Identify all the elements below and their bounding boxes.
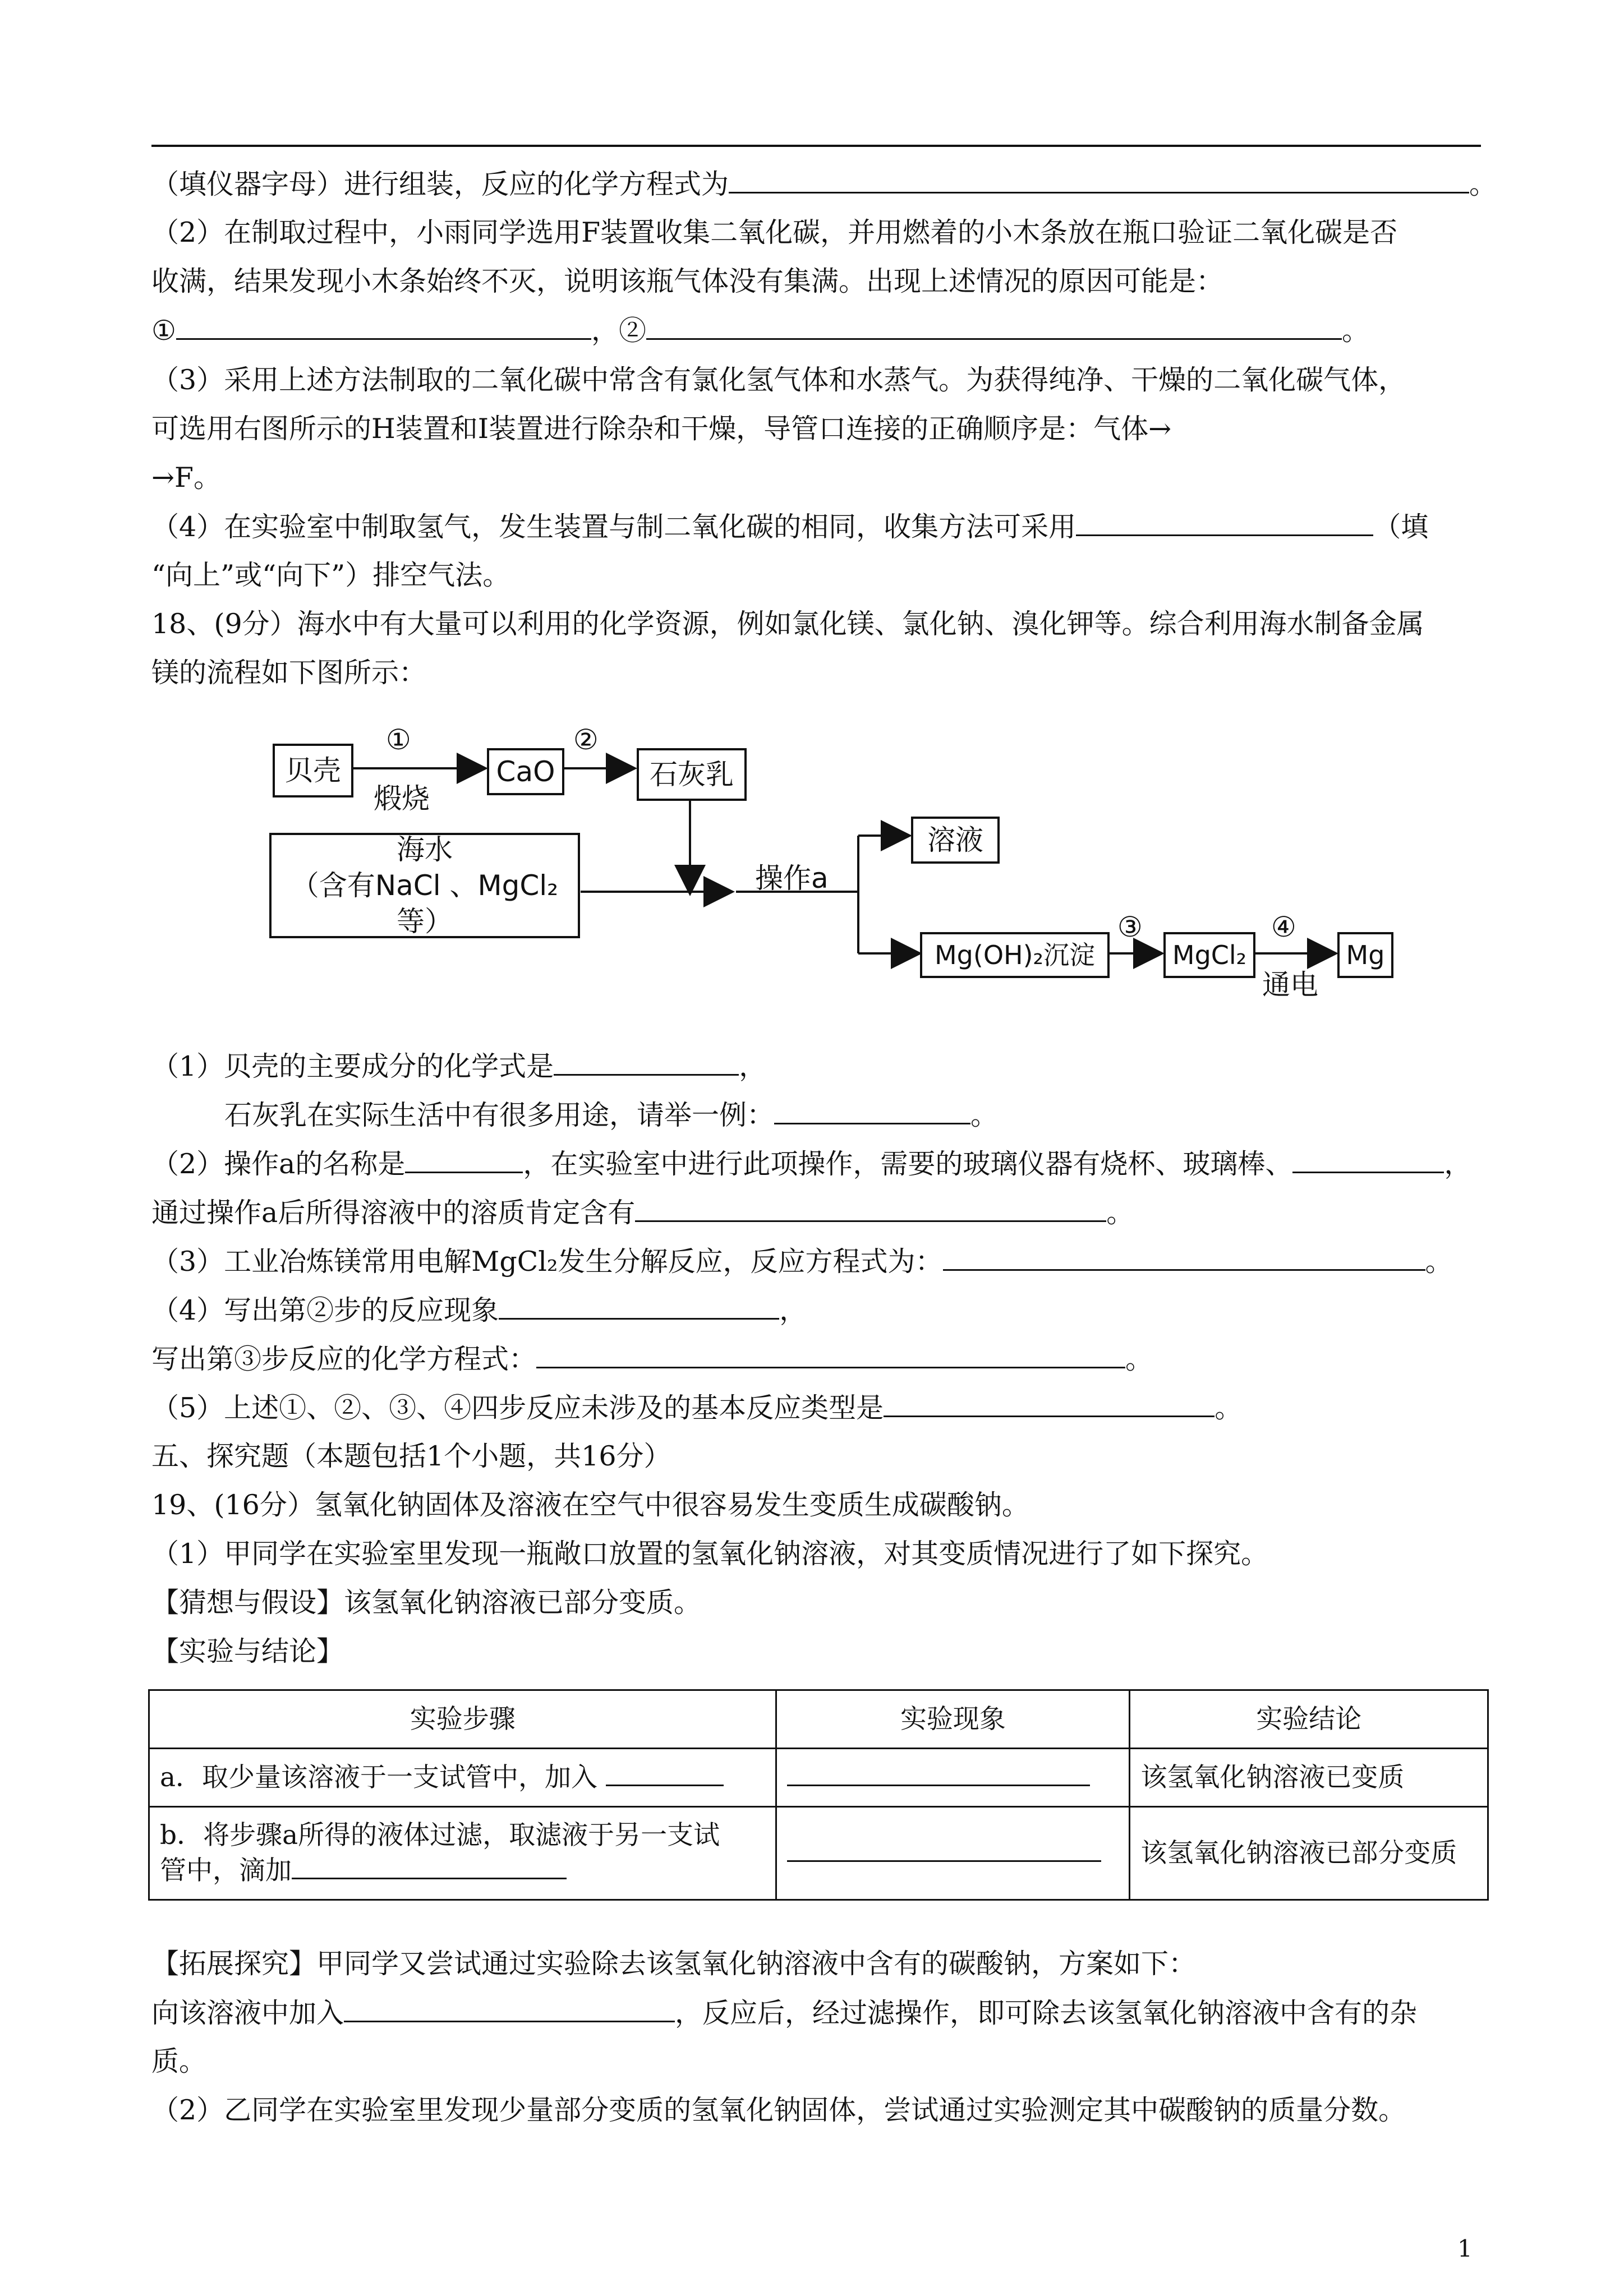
q17-line1: （填仪器字母）进行组装，反应的化学方程式为 。 <box>151 168 1497 200</box>
q19-exp-title: 【实验与结论】 <box>151 1635 344 1667</box>
flow-mg-box: Mg <box>1337 932 1393 978</box>
flow-seawater-box: 海水 （含有NaCl 、MgCl₂等） <box>269 833 580 938</box>
q18-intro-line2: 镁的流程如下图所示： <box>151 657 427 689</box>
q17-p2-line2: 收满，结果发现小木条始终不灭，说明该瓶气体没有集满。出现上述情况的原因可能是： <box>151 265 1224 297</box>
q19-p2: （2）乙同学在实验室里发现少量部分变质的氢氧化钠固体，尝试通过实验测定其中碳酸钠的质量分数。 <box>151 2094 1406 2126</box>
flow-solution-box: 溶液 <box>911 817 1000 864</box>
flow-step1-label: ① <box>386 723 411 756</box>
q17-p4-line1: （4）在实验室中制取氢气，发生装置与制二氧化碳的相同，收集方法可采用 （填 <box>151 511 1429 543</box>
answer-blank[interactable] <box>606 1760 724 1786</box>
flow-step3-label: ③ <box>1117 911 1143 943</box>
flow-shell-box: 贝壳 <box>273 744 353 797</box>
q18-p5: （5）上述①、②、③、④四步反应未涉及的基本反应类型是 。 <box>151 1392 1243 1424</box>
answer-blank[interactable] <box>1292 1147 1444 1173</box>
flow-calcine-label: 煅烧 <box>374 782 430 815</box>
q18-intro-line1: 18、(9分）海水中有大量可以利用的化学资源，例如氯化镁、氯化钠、溴化钾等。综合利用海水制备金属 <box>151 608 1424 640</box>
table-header-conclusion: 实验结论 <box>1130 1690 1488 1749</box>
q18-p1-line1: （1）贝壳的主要成分的化学式是 ， <box>151 1050 767 1082</box>
flow-mgcl2-box: MgCl₂ <box>1163 932 1255 978</box>
q17-p3-line2: 可选用右图所示的H装置和I装置进行除杂和干燥，导管口连接的正确顺序是：气体→ <box>151 413 1172 445</box>
experiment-table <box>148 1689 1489 1901</box>
flow-precipitate-box: Mg(OH)₂沉淀 <box>920 932 1110 978</box>
q17-p3-line3: →F。 <box>151 462 222 494</box>
answer-blank[interactable] <box>499 1293 779 1320</box>
flow-electrolysis-label: 通电 <box>1262 969 1318 1001</box>
q17-p2-line1: （2）在制取过程中，小雨同学选用F装置收集二氧化碳，并用燃着的小木条放在瓶口验证二氧化碳是否 <box>151 216 1398 248</box>
q18-p2-line2: 通过操作a后所得溶液中的溶质肯定含有 。 <box>151 1197 1134 1229</box>
row2-phenomenon <box>776 1807 1130 1900</box>
row1-conclusion: 该氢氧化钠溶液已变质 <box>1130 1749 1488 1807</box>
q18-p4-line1: （4）写出第②步的反应现象 ， <box>151 1294 807 1326</box>
table-header-phenomena: 实验现象 <box>776 1690 1130 1749</box>
q19-extend-line1: 【拓展探究】甲同学又尝试通过实验除去该氢氧化钠溶液中含有的碳酸钠，方案如下： <box>151 1948 1197 1980</box>
row2-step: b．将步骤a所得的液体过滤，取滤液于另一支试 管中，滴加 <box>149 1807 776 1900</box>
flow-step4-label: ④ <box>1271 911 1296 943</box>
flow-cao-box: CaO <box>487 748 564 795</box>
answer-blank[interactable] <box>554 1049 739 1076</box>
answer-blank[interactable] <box>774 1098 970 1124</box>
answer-blank[interactable] <box>787 1760 1090 1786</box>
q18-p1-line2: 石灰乳在实际生活中有很多用途，请举一例： 。 <box>224 1099 999 1131</box>
table-header-row <box>149 1690 1488 1749</box>
table-header-steps: 实验步骤 <box>149 1690 776 1749</box>
answer-blank[interactable] <box>943 1244 1425 1271</box>
q19-p1: （1）甲同学在实验室里发现一瓶敞口放置的氢氧化钠溶液，对其变质情况进行了如下探究。 <box>151 1538 1269 1570</box>
answer-blank[interactable] <box>344 1996 675 2022</box>
q19-extend-line2: 向该溶液中加入 ，反应后，经过滤操作，即可除去该氢氧化钠溶液中含有的杂 <box>151 1997 1418 2029</box>
q18-p3: （3）工业冶炼镁常用电解MgCl₂发生分解反应，反应方程式为： 。 <box>151 1246 1453 1278</box>
flow-step2-label: ② <box>573 723 599 756</box>
row1-step: a．取少量该溶液于一支试管中，加入 <box>149 1749 776 1807</box>
answer-blank[interactable] <box>536 1342 1125 1368</box>
flow-limemilk-box: 石灰乳 <box>637 748 747 801</box>
answer-blank[interactable] <box>292 1853 567 1879</box>
answer-blank[interactable] <box>884 1391 1214 1417</box>
row2-conclusion: 该氢氧化钠溶液已部分变质 <box>1130 1807 1488 1900</box>
row1-phenomenon <box>776 1749 1130 1807</box>
q19-extend-line3: 质。 <box>151 2045 207 2077</box>
answer-blank[interactable] <box>405 1147 523 1173</box>
table-row <box>149 1749 1488 1807</box>
q17-p4-line2: “向上”或“向下”）排空气法。 <box>151 559 510 591</box>
q18-p2-line1: （2）操作a的名称是 ，在实验室中进行此项操作，需要的玻璃仪器有烧杯、玻璃棒、 ， <box>151 1148 1472 1180</box>
flow-operation-a-label: 操作a <box>755 862 829 895</box>
q18-p4-line2: 写出第③步反应的化学方程式： 。 <box>151 1343 1153 1375</box>
answer-blank[interactable] <box>635 1196 1106 1222</box>
answer-blank[interactable] <box>787 1836 1101 1862</box>
q19-hypothesis: 【猜想与假设】该氢氧化钠溶液已部分变质。 <box>151 1587 702 1619</box>
page-number: 1 <box>1457 2235 1473 2262</box>
table-row <box>149 1807 1488 1900</box>
q17-p3-line1: （3）采用上述方法制取的二氧化碳中常含有氯化氢气体和水蒸气。为获得纯净、干燥的二氧化碳气体， <box>151 364 1406 396</box>
q19-intro: 19、(16分）氢氧化钠固体及溶液在空气中很容易发生变质生成碳酸钠。 <box>151 1489 1029 1521</box>
q17-p2-line3: ① ，② 。 <box>151 315 1369 347</box>
section-5-heading: 五、探究题（本题包括1个小题，共16分） <box>151 1440 671 1472</box>
